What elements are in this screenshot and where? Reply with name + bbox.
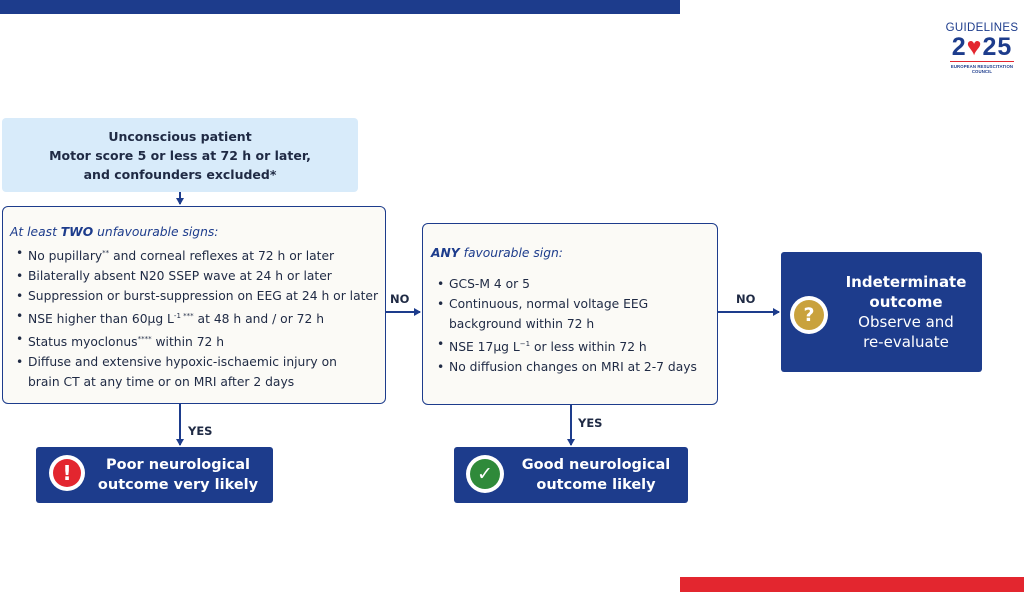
yes-label-2: YES [578,416,603,430]
list-item: • No pupillary** and corneal reflexes at 72 h or later [28,243,385,266]
heart-icon: ♥ [966,33,983,61]
start-line-2: Motor score 5 or less at 72 h or later, [49,148,311,163]
logo-year: 2♥25 [951,33,1013,61]
question-icon: ? [790,296,828,334]
list-item: • Status myoclonus**** within 72 h [28,329,385,352]
list-item: • NSE 17µg $L^{-1}$ or less within 72 h [449,334,717,357]
list-item: • Continuous, normal voltage EEG background within 72 h [449,294,717,334]
start-line-1: Unconscious patient [108,129,252,144]
list-item: • NSE higher than 60µg $L^{-1 ***}$ at 48 h and / or 72 h [28,306,385,329]
no-label-2: NO [736,292,756,306]
no-label-1: NO [390,292,410,306]
unfavourable-heading: At least TWO unfavourable signs: [10,225,219,239]
list-item: • GCS-M 4 or 5 [449,274,717,294]
list-item: • Diffuse and extensive hypoxic-ischaemic injury on brain CT at any time or on MRI after 2 days [28,352,385,392]
list-item: • Suppression or burst-suppression on EEG at 24 h or later [28,286,385,306]
good-outcome-text: Good neurological outcome likely [521,457,671,493]
logo-title: GUIDELINES [945,22,1019,34]
yes-label-1: YES [188,424,213,438]
poor-outcome-text: Poor neurological outcome very likely [97,457,259,493]
list-item: • Bilaterally absent N20 SSEP wave at 24 h or later [28,266,385,286]
check-icon: ✓ [466,455,504,493]
indeterminate-outcome-text: Indeterminate outcome Observe and re-evaluate [845,273,967,351]
logo-org: EUROPEAN RESUSCITATION COUNCIL [950,64,1014,74]
list-item: • No diffusion changes on MRI at 2-7 days [449,357,717,377]
favourable-heading: ANY favourable sign: [431,246,563,260]
start-line-3: and confounders excluded* [83,167,277,182]
alert-icon: ! [49,455,85,491]
